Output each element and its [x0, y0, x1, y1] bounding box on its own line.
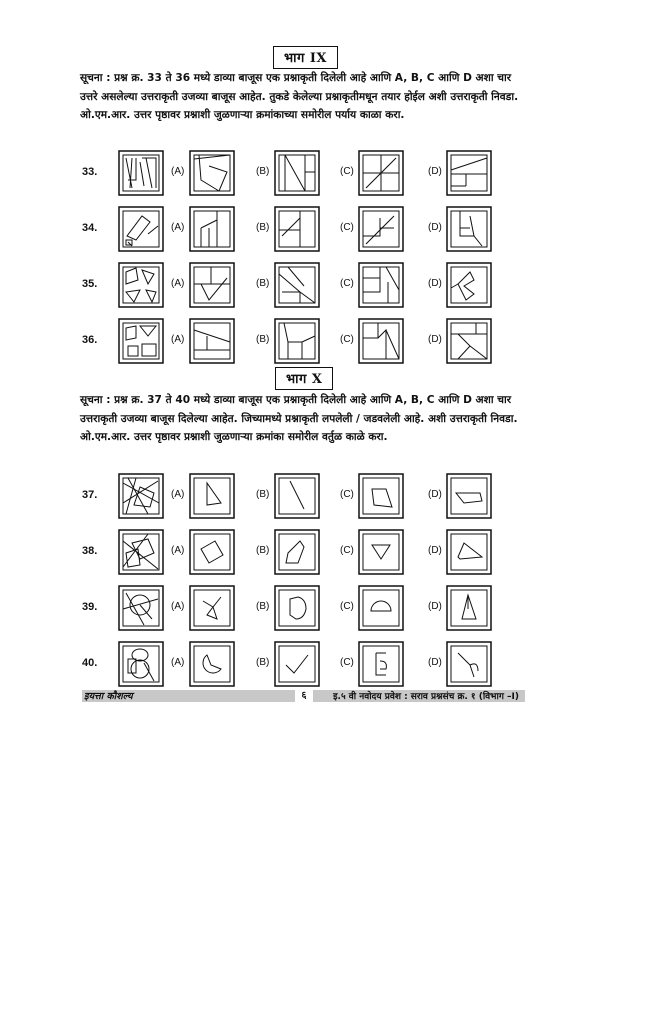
part-9-title: भाग IX [273, 46, 338, 69]
question-figure [118, 585, 164, 631]
option-b-label: (B) [256, 545, 270, 556]
instruction-text: प्रश्न क्र. 33 ते 36 मध्ये डाव्या बाजूस एक प्रश्नाकृती दिलेली आहे आणि A, B, C आणि D अशा चार उत्तरे असलेल्या उत्तराकृती उजव्या बाजूस आहेत. तुकडे केलेल्या प्रश्नाकृतीमधून तयार होईल अशी उत्तराकृती निवडा. ओ.एम.आर. उत्तर पृष्ठावर प्रश्नाशी जुळणाऱ्या क्रमांकाच्या समोरील पर्याय काळा करा. [80, 72, 519, 122]
option-b-figure[interactable] [274, 318, 320, 364]
option-c-figure[interactable] [358, 473, 404, 519]
option-b-label: (B) [256, 334, 270, 345]
question-figure [118, 529, 164, 575]
option-a-figure[interactable] [189, 473, 235, 519]
option-d-figure[interactable] [446, 262, 492, 308]
option-c-label: (C) [340, 657, 354, 668]
page-number: ६ [295, 688, 313, 703]
option-c-figure[interactable] [358, 150, 404, 196]
part-10-instructions [80, 391, 530, 447]
option-a-label: (A) [171, 657, 185, 668]
option-c-figure[interactable] [358, 529, 404, 575]
option-b-label: (B) [256, 166, 270, 177]
option-b-figure[interactable] [274, 473, 320, 519]
question-row-35 [80, 262, 540, 312]
option-a-figure[interactable] [189, 585, 235, 631]
option-d-figure[interactable] [446, 318, 492, 364]
option-b-label: (B) [256, 278, 270, 289]
option-c-label: (C) [340, 601, 354, 612]
question-number: 39. [82, 601, 98, 613]
option-b-figure[interactable] [274, 641, 320, 687]
question-row-36 [80, 318, 540, 368]
option-d-figure[interactable] [446, 206, 492, 252]
option-c-label: (C) [340, 489, 354, 500]
question-number: 37. [82, 489, 98, 501]
option-d-label: (D) [428, 545, 442, 556]
option-b-label: (B) [256, 601, 270, 612]
footer-series-title: इ.५ वी नवोदय प्रवेश : सराव प्रश्नसंच क्र. १ (विभाग –I) [333, 692, 519, 702]
option-d-figure[interactable] [446, 150, 492, 196]
option-a-figure[interactable] [189, 318, 235, 364]
option-b-label: (B) [256, 489, 270, 500]
option-c-label: (C) [340, 334, 354, 345]
question-number: 35. [82, 278, 98, 290]
option-d-label: (D) [428, 601, 442, 612]
option-d-label: (D) [428, 222, 442, 233]
option-d-label: (D) [428, 657, 442, 668]
option-a-figure[interactable] [189, 262, 235, 308]
option-d-figure[interactable] [446, 641, 492, 687]
option-c-label: (C) [340, 166, 354, 177]
question-figure [118, 641, 164, 687]
option-a-figure[interactable] [189, 150, 235, 196]
option-b-figure[interactable] [274, 585, 320, 631]
instruction-text: प्रश्न क्र. 37 ते 40 मध्ये डाव्या बाजूस एक प्रश्नाकृती दिलेली आहे आणि A, B, C आणि D अशा चार उत्तराकृती उजव्या बाजूस दिलेल्या आहेत. जिच्यामध्ये प्रश्नाकृती लपलेली / जडवलेली आहे. अशी उत्तराकृती निवडा. ओ.एम.आर. उत्तर पृष्ठावर प्रश्नाशी जुळणाऱ्या क्रमांका समोरील वर्तुळ काळे करा. [80, 394, 518, 444]
option-a-label: (A) [171, 489, 185, 500]
option-a-label: (A) [171, 545, 185, 556]
question-figure [118, 150, 164, 196]
option-d-figure[interactable] [446, 585, 492, 631]
question-row-33 [80, 150, 540, 200]
part-9-instructions [80, 69, 530, 125]
option-c-label: (C) [340, 545, 354, 556]
option-b-figure[interactable] [274, 262, 320, 308]
option-a-label: (A) [171, 166, 185, 177]
question-row-38 [80, 529, 540, 579]
option-c-figure[interactable] [358, 262, 404, 308]
question-figure [118, 318, 164, 364]
option-b-figure[interactable] [274, 529, 320, 575]
option-b-figure[interactable] [274, 150, 320, 196]
option-a-label: (A) [171, 278, 185, 289]
option-d-label: (D) [428, 278, 442, 289]
option-d-figure[interactable] [446, 473, 492, 519]
option-d-label: (D) [428, 489, 442, 500]
option-c-figure[interactable] [358, 206, 404, 252]
page-footer [82, 690, 525, 702]
question-row-39 [80, 585, 540, 635]
option-a-label: (A) [171, 222, 185, 233]
instruction-lead: सूचना : [80, 394, 115, 406]
question-number: 33. [82, 166, 98, 178]
option-c-label: (C) [340, 278, 354, 289]
part-10-title: भाग X [275, 367, 333, 390]
option-b-label: (B) [256, 657, 270, 668]
option-a-figure[interactable] [189, 641, 235, 687]
option-a-label: (A) [171, 334, 185, 345]
option-a-figure[interactable] [189, 206, 235, 252]
option-c-figure[interactable] [358, 641, 404, 687]
option-a-figure[interactable] [189, 529, 235, 575]
option-c-label: (C) [340, 222, 354, 233]
instruction-lead: सूचना : [80, 72, 115, 84]
question-figure [118, 473, 164, 519]
option-b-label: (B) [256, 222, 270, 233]
footer-brand: इयत्ता कौशल्य [84, 691, 133, 702]
option-b-figure[interactable] [274, 206, 320, 252]
question-number: 36. [82, 334, 98, 346]
question-figure [118, 206, 164, 252]
question-figure [118, 262, 164, 308]
option-a-label: (A) [171, 601, 185, 612]
question-number: 38. [82, 545, 98, 557]
question-number: 34. [82, 222, 98, 234]
option-c-figure[interactable] [358, 318, 404, 364]
question-row-40 [80, 641, 540, 691]
option-d-figure[interactable] [446, 529, 492, 575]
option-c-figure[interactable] [358, 585, 404, 631]
question-number: 40. [82, 657, 98, 669]
option-d-label: (D) [428, 166, 442, 177]
question-row-34 [80, 206, 540, 256]
option-d-label: (D) [428, 334, 442, 345]
question-row-37 [80, 473, 540, 523]
